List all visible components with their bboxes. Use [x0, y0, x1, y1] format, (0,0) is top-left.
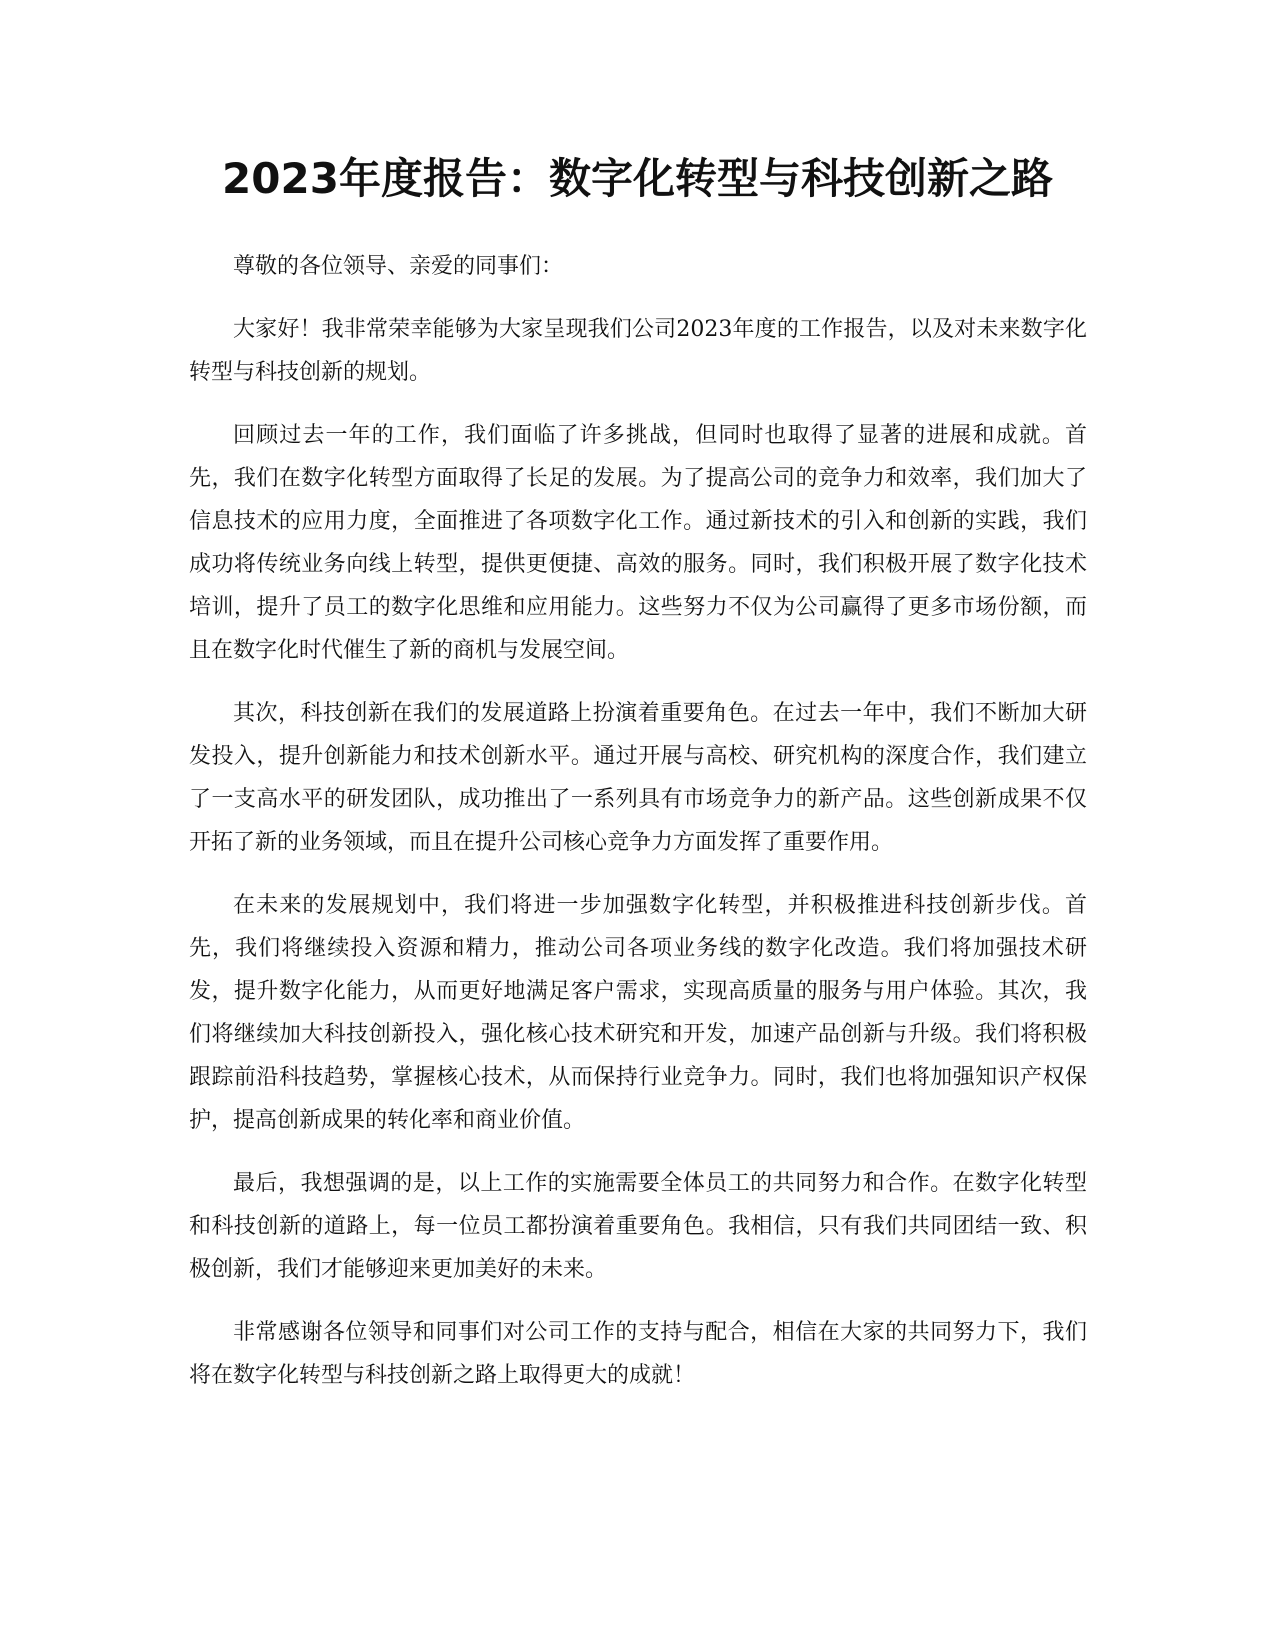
paragraph-closing: 最后，我想强调的是，以上工作的实施需要全体员工的共同努力和合作。在数字化转型和科技创新的道路上，每一位员工都扮演着重要角色。我相信，只有我们共同团结一致、积极创新，我们才能够迎来更加美好的未来。 [189, 1171, 1087, 1282]
paragraph-salutation: 尊敬的各位领导、亲爱的同事们： [233, 254, 564, 279]
document-body [189, 245, 1087, 1417]
document-title: 2023年度报告：数字化转型与科技创新之路 [222, 154, 1053, 203]
paragraph-review: 回顾过去一年的工作，我们面临了许多挑战，但同时也取得了显著的进展和成就。首先，我们在数字化转型方面取得了长足的发展。为了提高公司的竞争力和效率，我们加大了信息技术的应用力度，全面推进了各项数字化工作。通过新技术的引入和创新的实践，我们成功将传统业务向线上转型，提供更便捷、高效的服务。同时，我们积极开展了数字化技术培训，提升了员工的数字化思维和应用能力。这些努力不仅为公司赢得了更多市场份额，而且在数字化时代催生了新的商机与发展空间。 [189, 423, 1087, 663]
paragraph-greeting: 大家好！我非常荣幸能够为大家呈现我们公司2023年度的工作报告，以及对未来数字化转型与科技创新的规划。 [189, 317, 1087, 385]
paragraph-future-plan: 在未来的发展规划中，我们将进一步加强数字化转型，并积极推进科技创新步伐。首先，我们将继续投入资源和精力，推动公司各项业务线的数字化改造。我们将加强技术研发，提升数字化能力，从而更好地满足客户需求，实现高质量的服务与用户体验。其次，我们将继续加大科技创新投入，强化核心技术研究和开发，加速产品创新与升级。我们将积极跟踪前沿科技趋势，掌握核心技术，从而保持行业竞争力。同时，我们也将加强知识产权保护，提高创新成果的转化率和商业价值。 [189, 893, 1087, 1133]
paragraph-thanks: 非常感谢各位领导和同事们对公司工作的支持与配合，相信在大家的共同努力下，我们将在数字化转型与科技创新之路上取得更大的成就！ [189, 1320, 1087, 1388]
paragraph-innovation: 其次，科技创新在我们的发展道路上扮演着重要角色。在过去一年中，我们不断加大研发投入，提升创新能力和技术创新水平。通过开展与高校、研究机构的深度合作，我们建立了一支高水平的研发团队，成功推出了一系列具有市场竞争力的新产品。这些创新成果不仅开拓了新的业务领域，而且在提升公司核心竞争力方面发挥了重要作用。 [189, 701, 1087, 855]
